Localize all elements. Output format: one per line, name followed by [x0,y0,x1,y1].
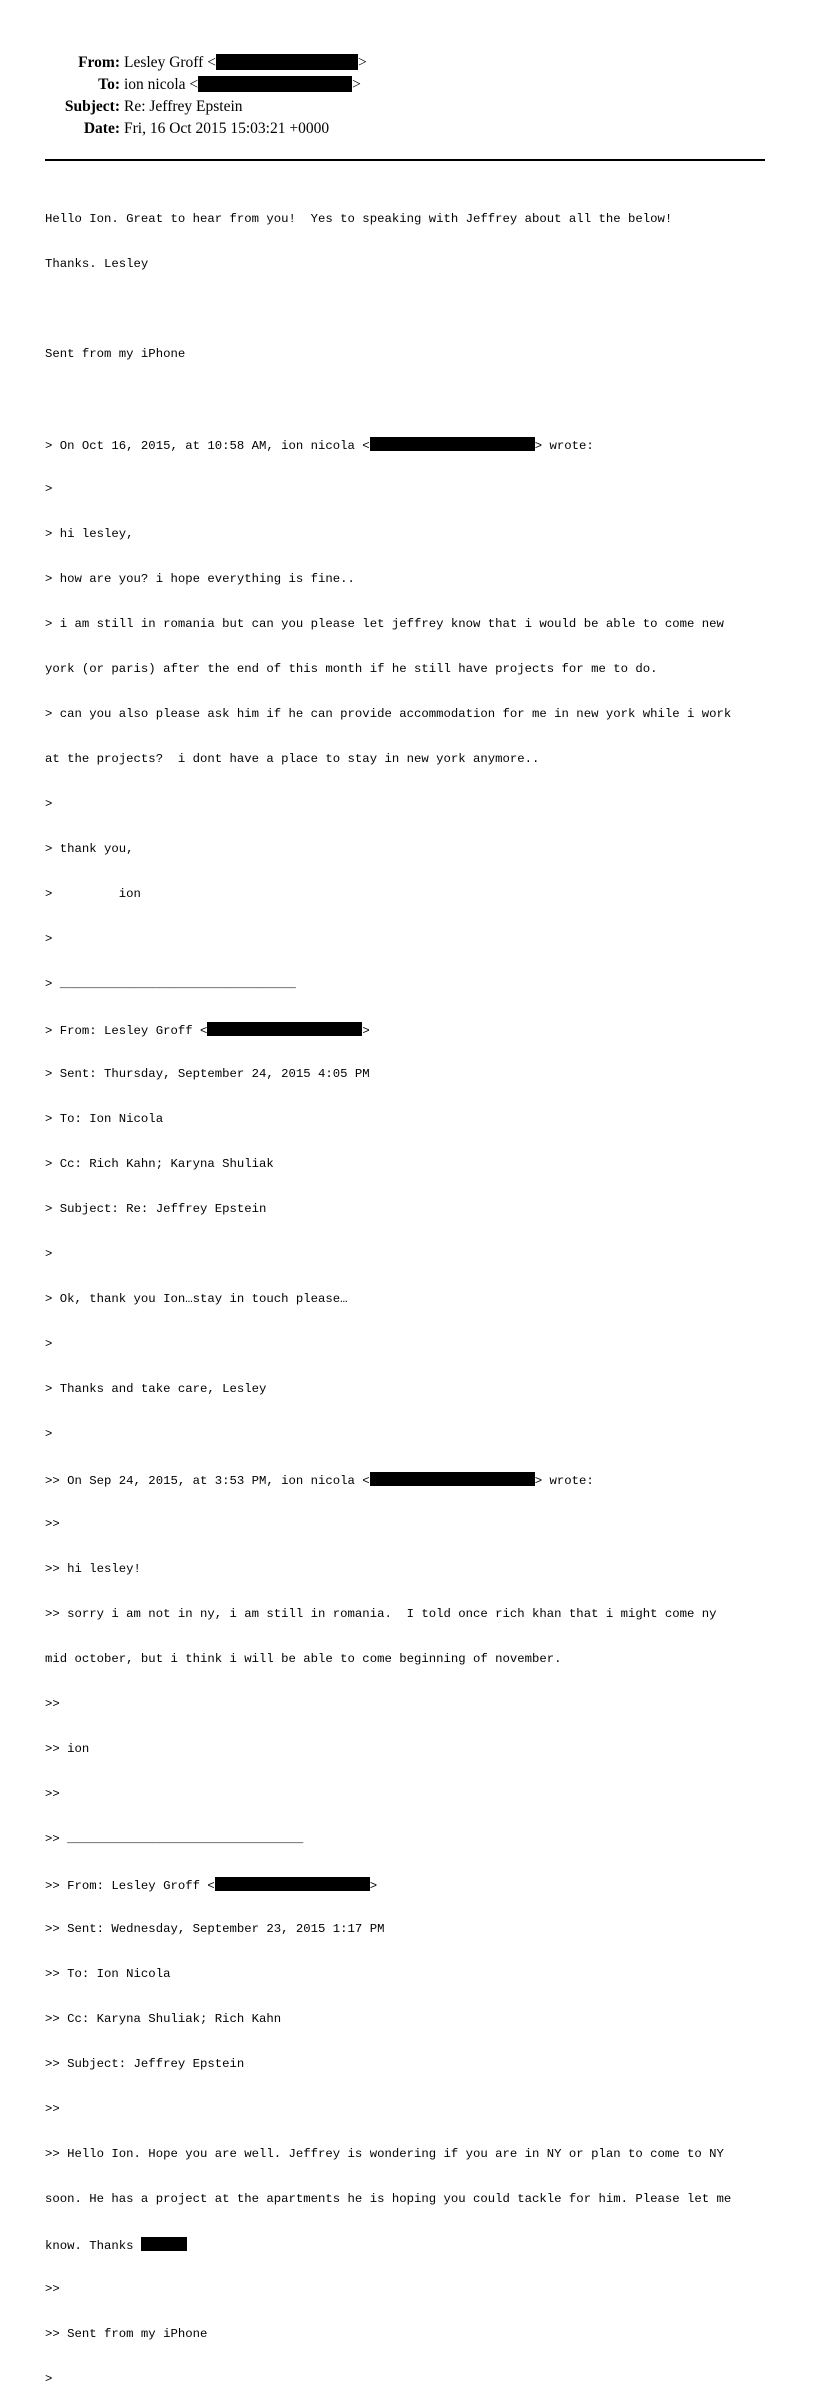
quoted-from-text: > From: Lesley Groff < [45,1024,208,1038]
body-line: > ion [45,887,141,901]
from-label: From: [78,54,120,71]
body-line: >> [45,2282,60,2296]
body-line: > Subject: Re: Jeffrey Epstein [45,1202,267,1216]
body-line: > Sent: Thursday, September 24, 2015 4:05 PM [45,1067,370,1081]
redaction-bar [198,76,352,92]
to-close: > [352,76,361,93]
body-line: > how are you? i hope everything is fine.. [45,572,355,586]
redaction-bar [215,1877,370,1891]
quoted-from-close: > [362,1024,370,1038]
quoted-attribution-line [45,1472,785,1487]
body-line: > [45,1427,53,1441]
attribution-text: >> On Sep 24, 2015, at 3:53 PM, ion nicola < [45,1474,370,1488]
body-line: >> ion [45,1742,90,1756]
body-line: >> Cc: Karyna Shuliak; Rich Kahn [45,2012,282,2026]
body-line: > i am still in romania but can you please let jeffrey know that i would be able to come new [45,617,724,631]
redaction-bar [370,1472,535,1486]
body-line: at the projects? i dont have a place to stay in new york anymore.. [45,752,540,766]
quoted-from-line [45,1877,785,1892]
body-line: >> Sent from my iPhone [45,2327,208,2341]
body-line: >> Subject: Jeffrey Epstein [45,2057,245,2071]
quoted-from-line [45,1022,785,1037]
body-line: > [45,932,53,946]
body-line: mid october, but i think i will be able to come beginning of november. [45,1652,562,1666]
body-text: know. Thanks [45,2239,141,2253]
to-row [0,74,816,96]
body-line: >> Hello Ion. Hope you are well. Jeffrey is wondering if you are in NY or plan to come to NY [45,2147,724,2161]
quoted-attribution-line [45,437,785,452]
body-line: >> [45,1787,60,1801]
body-line: >> Sent: Wednesday, September 23, 2015 1:17 PM [45,1922,385,1936]
header-divider [45,159,765,161]
body-line: york (or paris) after the end of this month if he still have projects for me to do. [45,662,658,676]
to-name: ion nicola < [124,76,199,93]
body-line: > ________________________________ [45,977,296,991]
body-line: > [45,797,53,811]
subject-value: Re: Jeffrey Epstein [124,98,243,115]
body-line: > To: Ion Nicola [45,1112,164,1126]
redaction-bar [207,1022,362,1036]
body-line: > [45,482,53,496]
date-label: Date: [83,120,120,137]
body-line: Thanks. Lesley [45,257,149,271]
quoted-from-close: > [369,1879,378,1893]
email-header [0,52,816,140]
body-line: soon. He has a project at the apartments he is hoping you could tackle for him. Please let me [45,2192,732,2206]
quoted-from-text: >> From: Lesley Groff < [45,1879,215,1893]
from-value [124,52,367,74]
attribution-wrote: > wrote: [534,439,594,453]
attribution-wrote: > wrote: [534,1474,594,1488]
body-line [45,392,785,407]
redaction-bar [141,2237,187,2251]
body-line: >> [45,1697,60,1711]
body-line: > Cc: Rich Kahn; Karyna Shuliak [45,1157,274,1171]
subject-label: Subject: [64,98,120,115]
body-line: > thank you, [45,842,134,856]
body-line: >> [45,2102,60,2116]
redaction-bar [216,54,358,70]
subject-row [0,96,816,118]
body-line: > Thanks and take care, Lesley [45,1382,267,1396]
to-label: To: [98,76,120,93]
body-line: >> hi lesley! [45,1562,141,1576]
body-line: >> To: Ion Nicola [45,1967,171,1981]
body-line: >> ________________________________ [45,1832,304,1846]
from-name: Lesley Groff < [124,54,216,71]
body-line: > can you also please ask him if he can provide accommodation for me in new york while i work [45,707,732,721]
redaction-bar [370,437,535,451]
body-line: Sent from my iPhone [45,347,186,361]
body-line: Hello Ion. Great to hear from you! Yes to speaking with Jeffrey about all the below! [45,212,673,226]
from-close: > [357,54,367,71]
body-line: > [45,1247,53,1261]
from-row [0,52,816,74]
date-row [0,118,816,140]
body-line: >> sorry i am not in ny, i am still in romania. I told once rich khan that i might come ny [45,1607,717,1621]
body-line: > [45,1337,53,1351]
to-value [124,74,361,96]
body-line: > Ok, thank you Ion…stay in touch please… [45,1292,348,1306]
attribution-text: > On Oct 16, 2015, at 10:58 AM, ion nicola < [45,439,370,453]
body-line: > hi lesley, [45,527,134,541]
body-line: > [45,2372,53,2386]
email-body [45,182,785,2402]
date-value: Fri, 16 Oct 2015 15:03:21 +0000 [124,120,330,137]
body-line-with-redaction [45,2237,785,2252]
body-line: >> [45,1517,60,1531]
body-line [45,302,785,317]
